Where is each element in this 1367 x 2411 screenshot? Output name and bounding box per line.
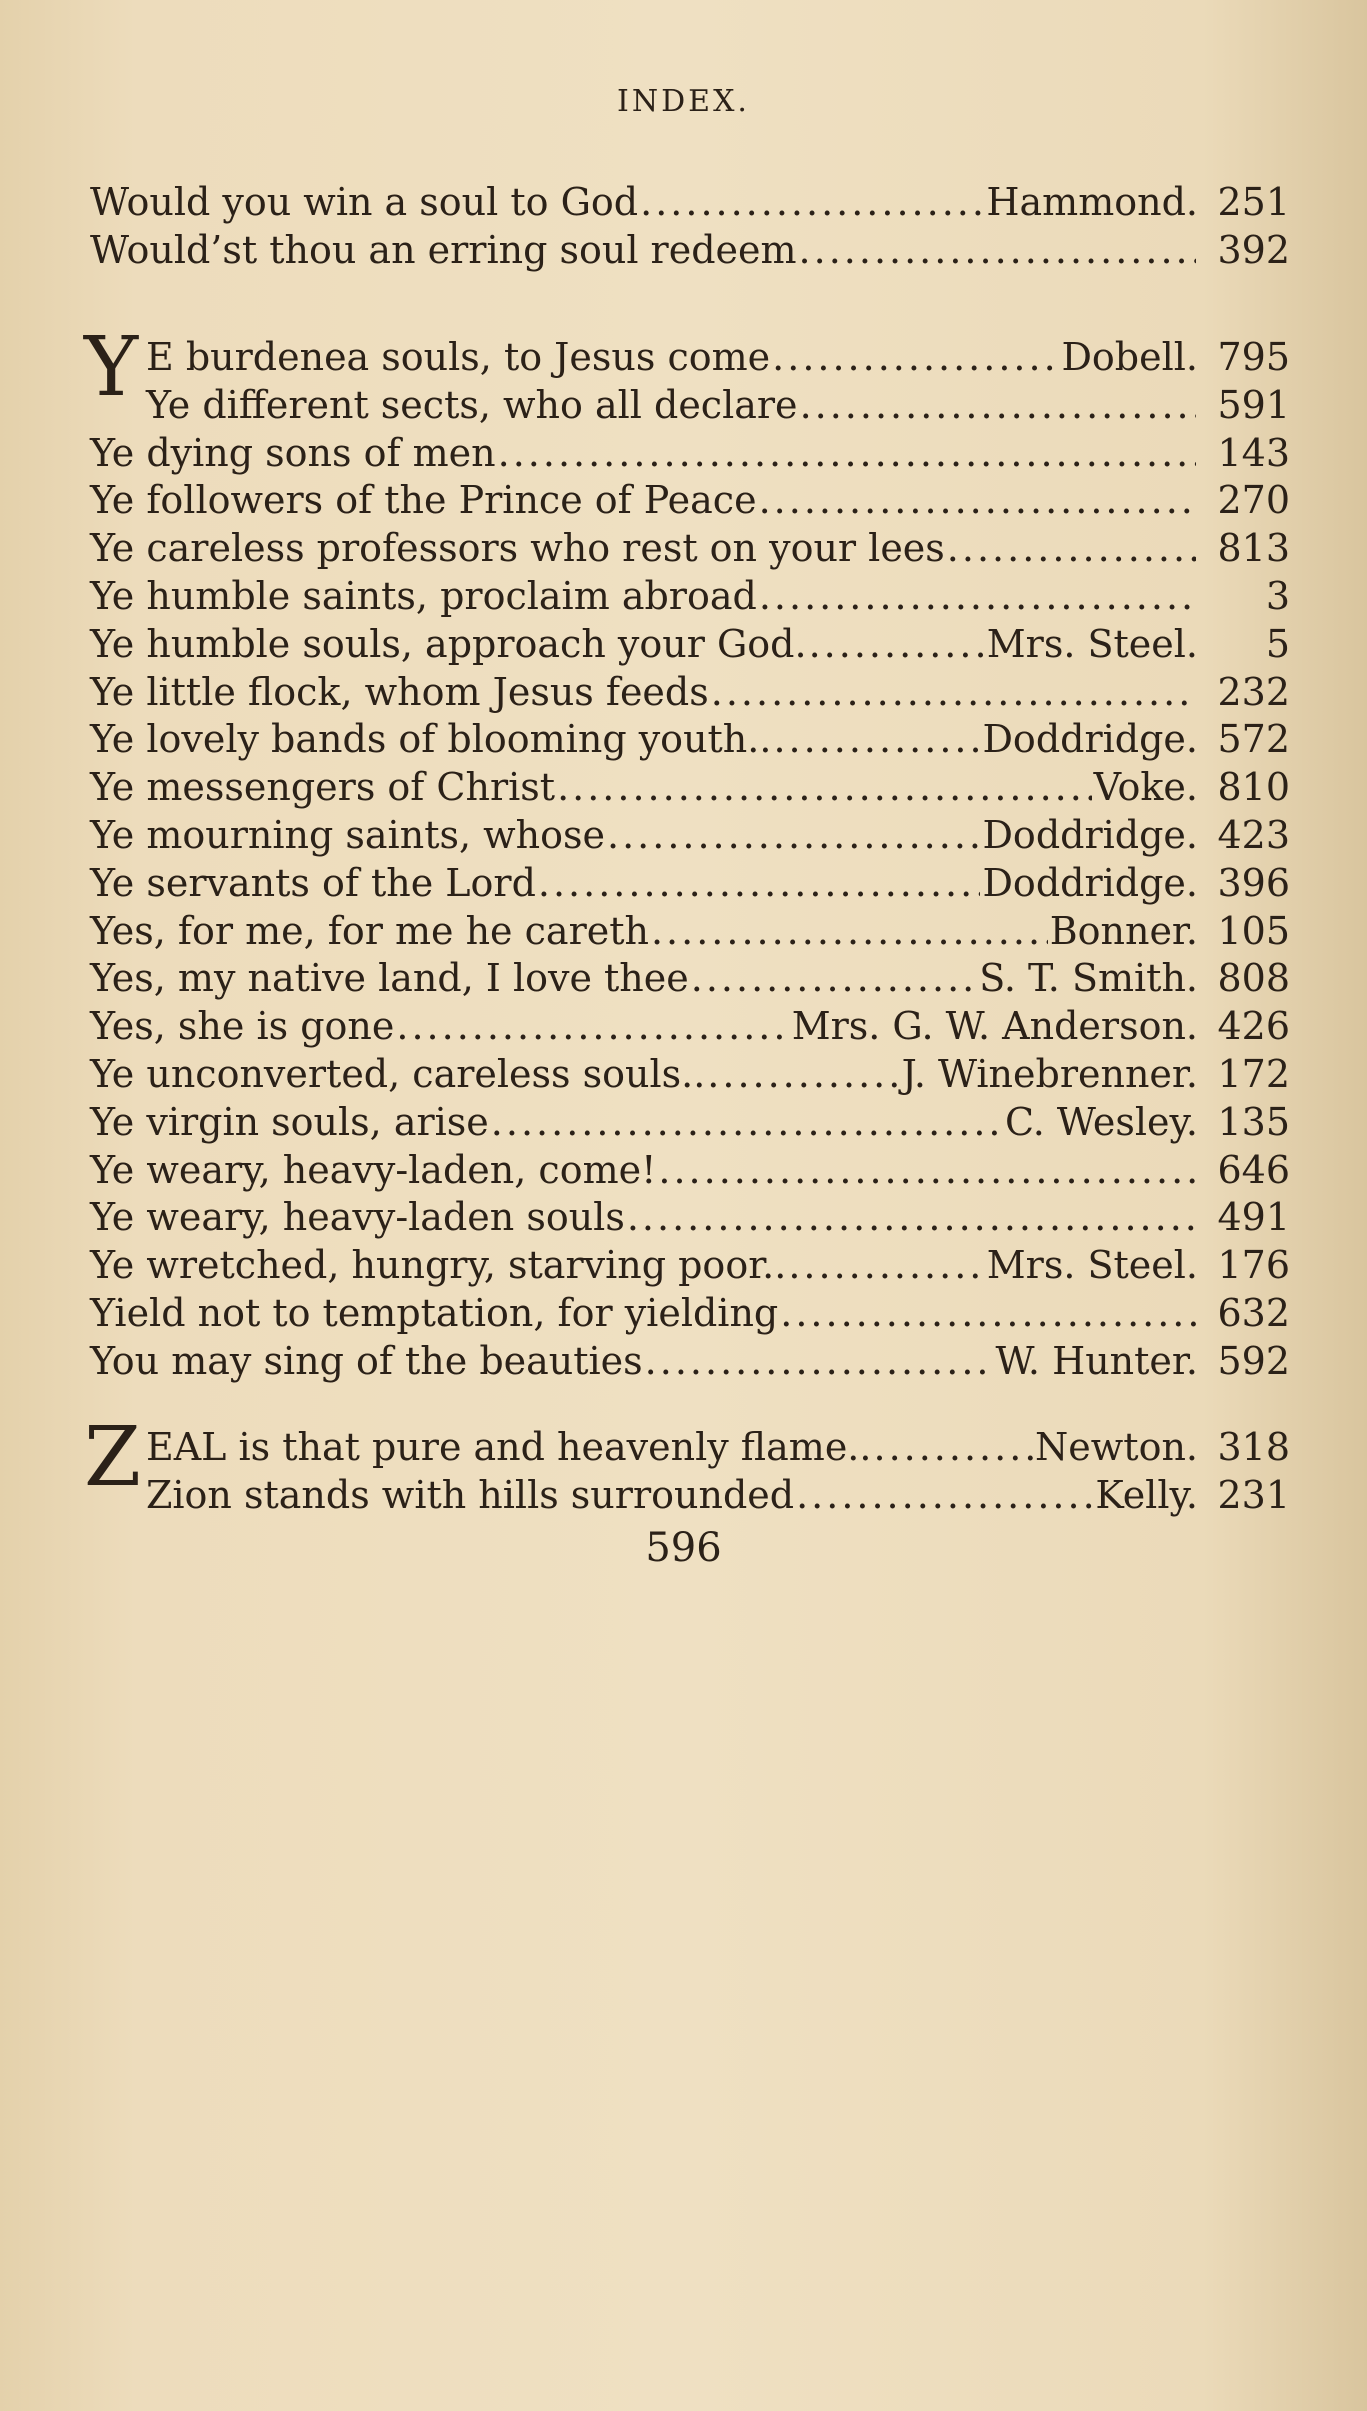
hymn-first-line: Ye wretched, hungry, starving poor.. — [90, 1243, 787, 1288]
index-entry — [90, 478, 1290, 526]
hymn-author: S. T. Smith. — [979, 956, 1198, 1001]
dot-leader — [799, 228, 1196, 272]
hymn-author: Mrs. Steel. — [986, 1243, 1198, 1288]
hymn-number: 646 — [1217, 1147, 1290, 1192]
hymn-number: 176 — [1217, 1243, 1290, 1288]
index-entry — [90, 526, 1290, 574]
hymn-number: 396 — [1217, 860, 1290, 905]
hymn-number: 632 — [1217, 1290, 1290, 1335]
dot-leader — [651, 909, 1048, 953]
hymn-first-line: Yield not to temptation, for yielding — [90, 1290, 779, 1335]
hymn-number: 318 — [1217, 1425, 1290, 1469]
dot-leader — [759, 478, 1196, 522]
hymn-first-line: Ye unconverted, careless souls.. — [90, 1051, 706, 1096]
hymn-first-line: Would you win a soul to God — [90, 180, 639, 224]
hymn-author: Doddridge. — [982, 860, 1198, 905]
hymn-number: 135 — [1217, 1099, 1290, 1144]
hymn-number: 795 — [1217, 335, 1290, 379]
hymn-number: 392 — [1217, 227, 1290, 272]
dot-leader — [707, 1052, 899, 1096]
hymn-author: C. Wesley. — [1005, 1099, 1198, 1144]
hymn-number: 270 — [1217, 478, 1290, 523]
hymn-number: 426 — [1217, 1004, 1290, 1049]
index-section-y — [84, 320, 1290, 1387]
dot-leader — [498, 431, 1196, 475]
index-entry — [90, 1243, 1290, 1291]
hymn-number: 572 — [1217, 717, 1290, 762]
dot-leader — [772, 335, 1059, 379]
drop-capital: Y — [84, 320, 139, 415]
dot-leader — [759, 574, 1196, 618]
hymn-number: 423 — [1217, 812, 1290, 857]
dot-leader — [645, 1339, 994, 1383]
hymn-author: Doddridge. — [982, 812, 1198, 857]
index-entry — [90, 574, 1290, 622]
hymn-first-line: You may sing of the beauties — [90, 1338, 643, 1383]
drop-capital: Z — [84, 1410, 141, 1505]
hymn-number: 232 — [1217, 669, 1290, 714]
index-entry — [90, 180, 1290, 228]
index-entry — [90, 1148, 1290, 1196]
hymn-number: 251 — [1217, 180, 1290, 224]
hymn-first-line: Yes, she is gone — [90, 1004, 395, 1049]
dot-leader — [773, 717, 980, 761]
hymn-author: J. Winebrenner. — [901, 1051, 1198, 1096]
hymn-number: 591 — [1217, 382, 1290, 427]
hymn-number: 813 — [1217, 526, 1290, 571]
hymn-author: Newton. — [1035, 1425, 1198, 1469]
dot-leader — [640, 180, 984, 224]
page-header: INDEX. — [617, 84, 750, 119]
hymn-author: Mrs. G. W. Anderson. — [791, 1004, 1198, 1049]
hymn-author: Hammond. — [986, 180, 1198, 224]
hymn-author: Doddridge. — [982, 717, 1198, 762]
dot-leader — [711, 670, 1196, 714]
dot-leader — [873, 1425, 1033, 1469]
hymn-author: Voke. — [1093, 765, 1198, 810]
index-entry — [90, 622, 1290, 670]
hymn-first-line: Ye lovely bands of blooming youth.. — [90, 717, 772, 762]
hymn-first-line: Ye virgin souls, arise — [90, 1099, 489, 1144]
dot-leader — [796, 1473, 1093, 1517]
dot-leader — [396, 1004, 789, 1048]
index-entry — [90, 431, 1290, 479]
index-entry — [90, 1291, 1290, 1339]
hymn-number: 810 — [1217, 765, 1290, 810]
hymn-first-line: E burdenea souls, to Jesus come — [146, 335, 771, 379]
dot-leader — [780, 1291, 1196, 1335]
dot-leader — [607, 813, 980, 857]
index-entry — [90, 1195, 1290, 1243]
index-entry — [90, 909, 1290, 957]
hymn-first-line: Ye little flock, whom Jesus feeds — [90, 669, 709, 714]
dot-leader — [809, 622, 985, 666]
page-number: 596 — [645, 1525, 722, 1571]
dot-leader — [538, 861, 981, 905]
hymn-first-line: Ye mourning saints, whose — [90, 812, 605, 857]
hymn-first-line: Ye different sects, who all declare — [146, 382, 798, 427]
dot-leader — [627, 1195, 1196, 1239]
hymn-first-line: Ye messengers of Christ — [90, 765, 556, 810]
hymn-number: 808 — [1217, 956, 1290, 1001]
hymn-first-line: EAL is that pure and heavenly flame.. — [146, 1425, 872, 1469]
hymn-number: 491 — [1217, 1195, 1290, 1240]
index-section-w — [90, 180, 1290, 276]
index-entry — [90, 813, 1290, 861]
hymn-first-line: Ye careless professors who rest on your lees — [90, 526, 945, 571]
index-entry — [90, 765, 1290, 813]
hymn-first-line: Ye dying sons of men — [90, 430, 496, 475]
index-entry — [90, 1100, 1290, 1148]
hymn-number: 592 — [1217, 1338, 1290, 1383]
hymn-author: Bonner. — [1049, 908, 1198, 953]
hymn-author: Dobell. — [1061, 335, 1198, 379]
hymn-number: 5 — [1265, 621, 1290, 666]
hymn-author: W. Hunter. — [995, 1338, 1198, 1383]
hymn-first-line: Would’st thou an erring soul redeem — [90, 227, 797, 272]
hymn-author: Kelly. — [1095, 1472, 1198, 1517]
hymn-first-line: Yes, for me, for me he careth — [90, 908, 649, 953]
hymn-number: 231 — [1217, 1472, 1290, 1517]
dot-leader — [557, 765, 1092, 809]
hymn-first-line: Yes, my native land, I love thee — [90, 956, 689, 1001]
hymn-first-line: Zion stands with hills surrounded — [146, 1472, 795, 1517]
index-entry — [90, 1473, 1290, 1521]
index-entry — [90, 717, 1290, 765]
hymn-author: Mrs. Steel. — [986, 621, 1198, 666]
hymn-first-line: Ye servants of the Lord — [90, 860, 536, 905]
dot-leader — [691, 956, 977, 1000]
hymn-number: 143 — [1217, 430, 1290, 475]
hymn-first-line: Ye humble souls, approach your God. — [90, 621, 807, 666]
dot-leader — [788, 1243, 984, 1287]
hymn-number: 105 — [1217, 908, 1290, 953]
hymn-first-line: Ye humble saints, proclaim abroad — [90, 573, 757, 618]
hymn-first-line: Ye weary, heavy-laden, come! — [90, 1147, 657, 1192]
index-entry — [90, 861, 1290, 909]
index-entry — [90, 228, 1290, 276]
index-entry — [90, 1004, 1290, 1052]
dot-leader — [947, 526, 1196, 570]
hymn-first-line: Ye followers of the Prince of Peace — [90, 478, 757, 523]
hymn-first-line: Ye weary, heavy-laden souls — [90, 1195, 625, 1240]
dot-leader — [658, 1148, 1196, 1192]
hymn-number: 3 — [1265, 573, 1290, 618]
dot-leader — [491, 1100, 1003, 1144]
index-section-z — [84, 1410, 1290, 1521]
dot-leader — [800, 383, 1196, 427]
index-entry — [90, 956, 1290, 1004]
index-entry — [90, 1339, 1290, 1387]
index-entry — [90, 383, 1290, 431]
index-entry — [90, 670, 1290, 718]
hymn-number: 172 — [1217, 1051, 1290, 1096]
index-entry — [90, 1052, 1290, 1100]
